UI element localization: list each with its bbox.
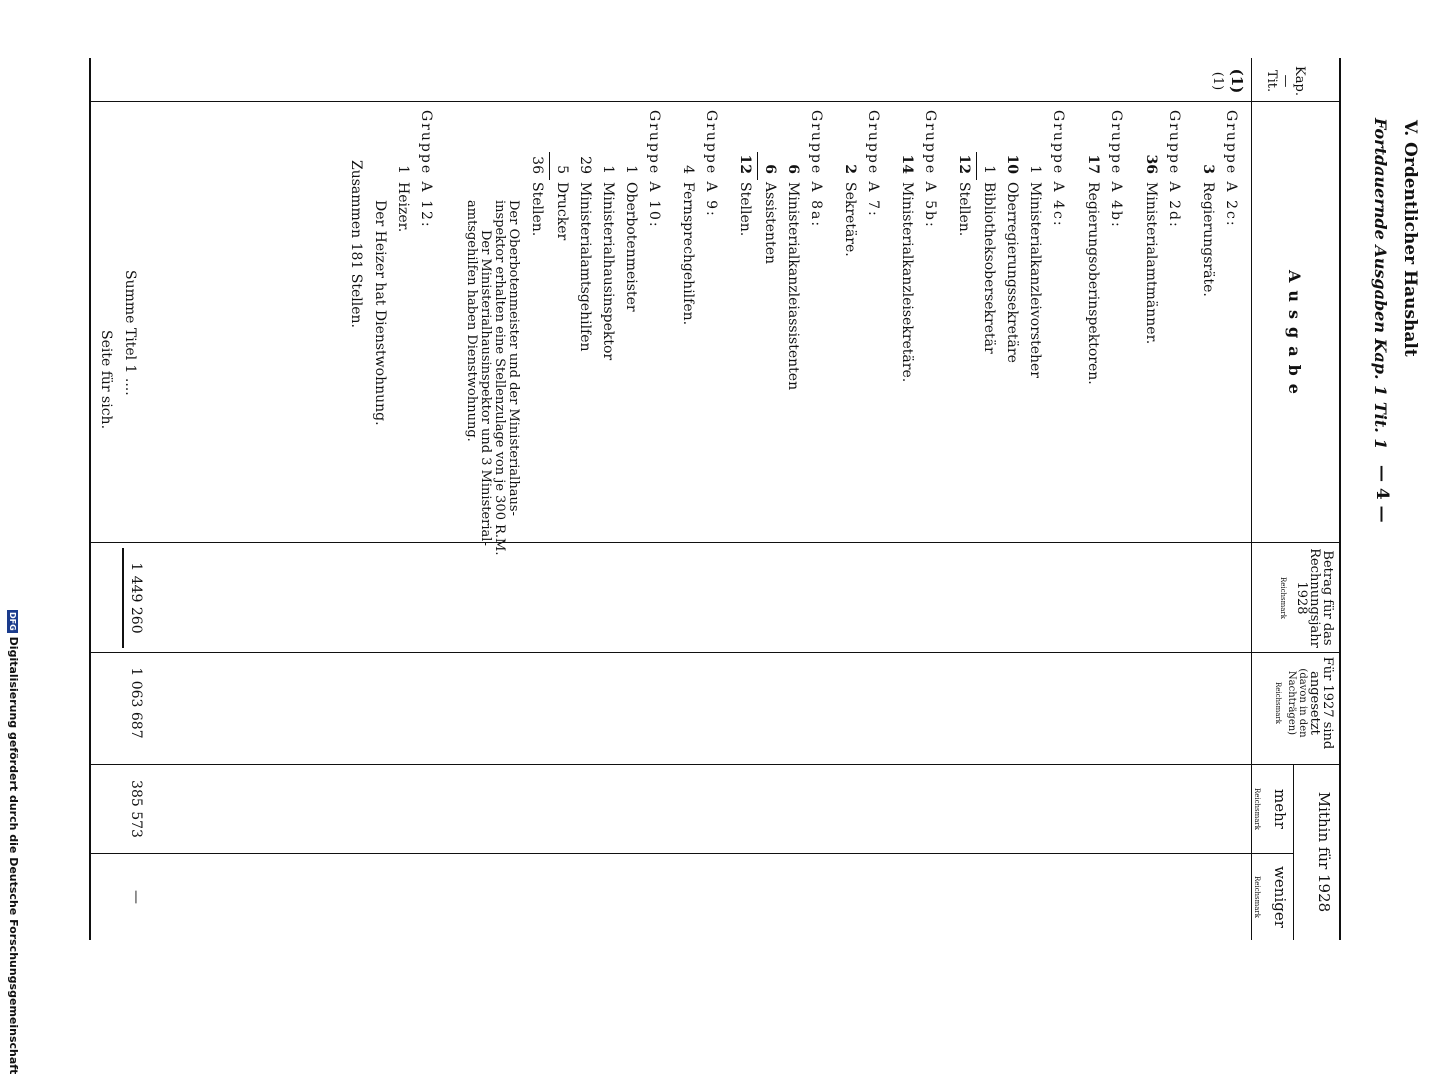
list-item: [680, 140, 696, 325]
column-header-kap: Kap.: [1292, 66, 1307, 96]
column-header-1927: [1271, 656, 1334, 750]
entry-text: Bibliotheksobersekretär: [981, 182, 997, 354]
page-label: [98, 330, 114, 429]
list-item: [981, 140, 997, 354]
column-unit-mehr: Reichsmark: [1253, 787, 1261, 831]
mithin-header-rule: [1293, 764, 1294, 940]
credit-text: Digitalisierung gefördert durch die Deutsche Forschungsgemeinschaft: [7, 636, 20, 1074]
amount-weniger: —: [128, 890, 144, 904]
column-unit-betrag: Reichsmark: [1279, 576, 1287, 620]
entry-count: 5: [554, 165, 570, 174]
list-item: [529, 140, 545, 236]
entry-count: 1: [395, 165, 411, 174]
entry-count: 2: [842, 164, 858, 174]
entry-count: 1: [981, 165, 997, 174]
page-text: Seite für sich.: [98, 330, 114, 430]
column-divider-betrag: [91, 542, 1341, 543]
column-divider-weniger: [91, 853, 1294, 854]
heating-note: [372, 200, 388, 426]
entry-text: Ministerialamtmänner.: [1143, 182, 1159, 345]
subtotal-rule: [549, 152, 550, 180]
entry-count: 6: [762, 164, 778, 174]
sum-text: Summe Titel 1 ....: [122, 270, 138, 396]
entry-count: 29: [577, 156, 593, 174]
entry-count: 17: [1085, 154, 1101, 174]
entry-text: Stellen.: [956, 182, 972, 237]
group-label: Gruppe A 7:: [865, 110, 881, 218]
column-header-ausgabe: Ausgabe: [1285, 270, 1304, 402]
sum-rule: [122, 548, 124, 648]
entry-text: Stellen.: [737, 182, 753, 237]
list-item: [899, 140, 915, 382]
note-line: Der Ministerialhausinspektor und 3 Ministerial-: [478, 230, 493, 546]
group-label: Gruppe A 4b:: [1108, 110, 1124, 229]
list-item: [1004, 140, 1020, 363]
column-unit-1927: Reichsmark: [1274, 681, 1282, 725]
amount-1927: 1 063 687: [128, 667, 144, 739]
note-line: Der Oberbotenmeister und der Ministerialhaus-: [506, 200, 521, 516]
document-subtitle: Fortdauernde Ausgaben Kap. 1 Tit. 1: [1371, 118, 1390, 450]
group-a12: [418, 110, 434, 229]
amount-mehr: 385 573: [128, 780, 144, 838]
list-item: [623, 140, 639, 312]
group-a10: [646, 110, 662, 229]
entry-count: 1: [1027, 165, 1043, 174]
list-item: [1085, 140, 1101, 385]
column-divider-1927: [91, 652, 1341, 653]
column-header-kap-tit: [1264, 62, 1306, 100]
note-line: inspektor erhalten eine Stellenzulage von je 300 R.M.: [492, 200, 507, 556]
group-label: Gruppe A 9:: [703, 110, 719, 218]
entry-count: 36: [529, 156, 545, 174]
table-bottom-rule: [89, 58, 91, 940]
list-item: [762, 140, 778, 264]
column-header-mithin: Mithin für 1928: [1315, 791, 1333, 913]
entry-count: 1: [600, 165, 616, 174]
column-header-weniger-label: weniger: [1271, 866, 1289, 928]
tit-value: (1): [1210, 71, 1225, 91]
list-item: [577, 140, 593, 352]
total-text: Zusammen 181 Stellen.: [348, 160, 364, 328]
list-item: [600, 140, 616, 360]
entry-text: Ministerialhausinspektor: [600, 182, 616, 361]
note-line: amtsgehilfen haben Dienstwohnung.: [464, 200, 479, 442]
group-a9: [703, 110, 719, 218]
group-a4b: [1108, 110, 1124, 229]
entry-text: Drucker: [554, 182, 570, 241]
entry-text: Regierungsoberinspektoren.: [1085, 182, 1101, 385]
kap-value: (1): [1228, 68, 1246, 94]
entry-count: 10: [1004, 154, 1020, 174]
column-header-mehr: [1250, 766, 1289, 852]
column-header-mehr-label: mehr: [1271, 789, 1289, 829]
entry-text: Regierungsräte.: [1200, 182, 1216, 297]
group-label: Gruppe A 2c:: [1223, 110, 1239, 228]
entry-text: Oberbotenmeister: [623, 182, 639, 312]
entry-count: 1: [623, 165, 639, 174]
entry-count: 6: [785, 164, 801, 174]
entry-count: 12: [956, 154, 972, 174]
entry-text: Assistenten: [762, 182, 778, 264]
list-item: [1143, 140, 1159, 344]
group-label: Gruppe A 10:: [646, 110, 662, 229]
sum-label: [122, 270, 138, 396]
entry-count: 3: [1200, 164, 1216, 174]
column-unit-weniger: Reichsmark: [1253, 875, 1261, 919]
group-a8a: [808, 110, 824, 228]
note-text: Der Heizer hat Dienstwohnung.: [372, 200, 388, 426]
entry-text: Oberregierungssekretäre: [1004, 182, 1020, 363]
amount-betrag: 1 449 260: [128, 562, 144, 634]
list-item: [842, 140, 858, 257]
subtotal-rule: [976, 152, 977, 180]
column-header-1927-note: (davon in den Nachträgen): [1286, 668, 1308, 738]
group-label: Gruppe A 8a:: [808, 110, 824, 229]
group-label: Gruppe A 5b:: [922, 110, 938, 229]
entry-count: 4: [680, 165, 696, 174]
column-header-tit: Tit.: [1264, 69, 1279, 93]
column-header-separator: —: [1278, 74, 1293, 88]
column-divider-mehr: [91, 764, 1341, 765]
entry-text: Heizer.: [395, 182, 411, 233]
entry-count: 14: [899, 154, 915, 174]
group-a2c: [1223, 110, 1239, 228]
group-label: Gruppe A 4c:: [1050, 110, 1066, 228]
entry-text: Ministerialamtsgehilfen: [577, 182, 593, 352]
column-divider-kap: [91, 101, 1341, 102]
column-header-1927-label: Für 1927 sind angesetzt: [1307, 656, 1335, 750]
list-item: [554, 140, 570, 240]
column-header-weniger: [1250, 855, 1289, 939]
entry-text: Fernsprechgehilfen.: [680, 182, 696, 326]
dfg-logo: DFG: [8, 612, 17, 631]
entry-count: 12: [737, 154, 753, 174]
list-item: [1027, 140, 1043, 378]
group-label: Gruppe A 2d:: [1166, 110, 1182, 229]
entry-text: Sekretäre.: [842, 182, 858, 257]
group-a7: [865, 110, 881, 218]
document-title: V. Ordentlicher Haushalt: [1400, 120, 1420, 357]
group-label: Gruppe A 12:: [418, 110, 434, 229]
entry-text: Ministerialkanzleivorsteher: [1027, 182, 1043, 378]
entry-text: Ministerialkanzleisekretäre.: [899, 182, 915, 383]
column-header-betrag: [1276, 548, 1334, 648]
entry-count: 36: [1143, 154, 1159, 174]
subtotal-rule: [757, 152, 758, 180]
entry-text: Stellen.: [529, 182, 545, 237]
list-item: [785, 140, 801, 390]
digitization-credit: [7, 610, 20, 1074]
list-item: [395, 140, 411, 232]
column-header-betrag-label: Betrag für das Rechnungsjahr 1928: [1294, 548, 1335, 648]
annotation-note: [464, 200, 520, 555]
page-number: — 4 —: [1372, 465, 1392, 523]
list-item: [737, 140, 753, 236]
entry-text: Ministerialkanzleiassistenten: [785, 182, 801, 391]
list-item: [956, 140, 972, 236]
total-positions: [348, 160, 364, 328]
table-top-rule: [1339, 58, 1341, 940]
group-a5b: [922, 110, 938, 229]
group-a2d: [1166, 110, 1182, 229]
group-a4c: [1050, 110, 1066, 228]
list-item: [1200, 140, 1216, 297]
